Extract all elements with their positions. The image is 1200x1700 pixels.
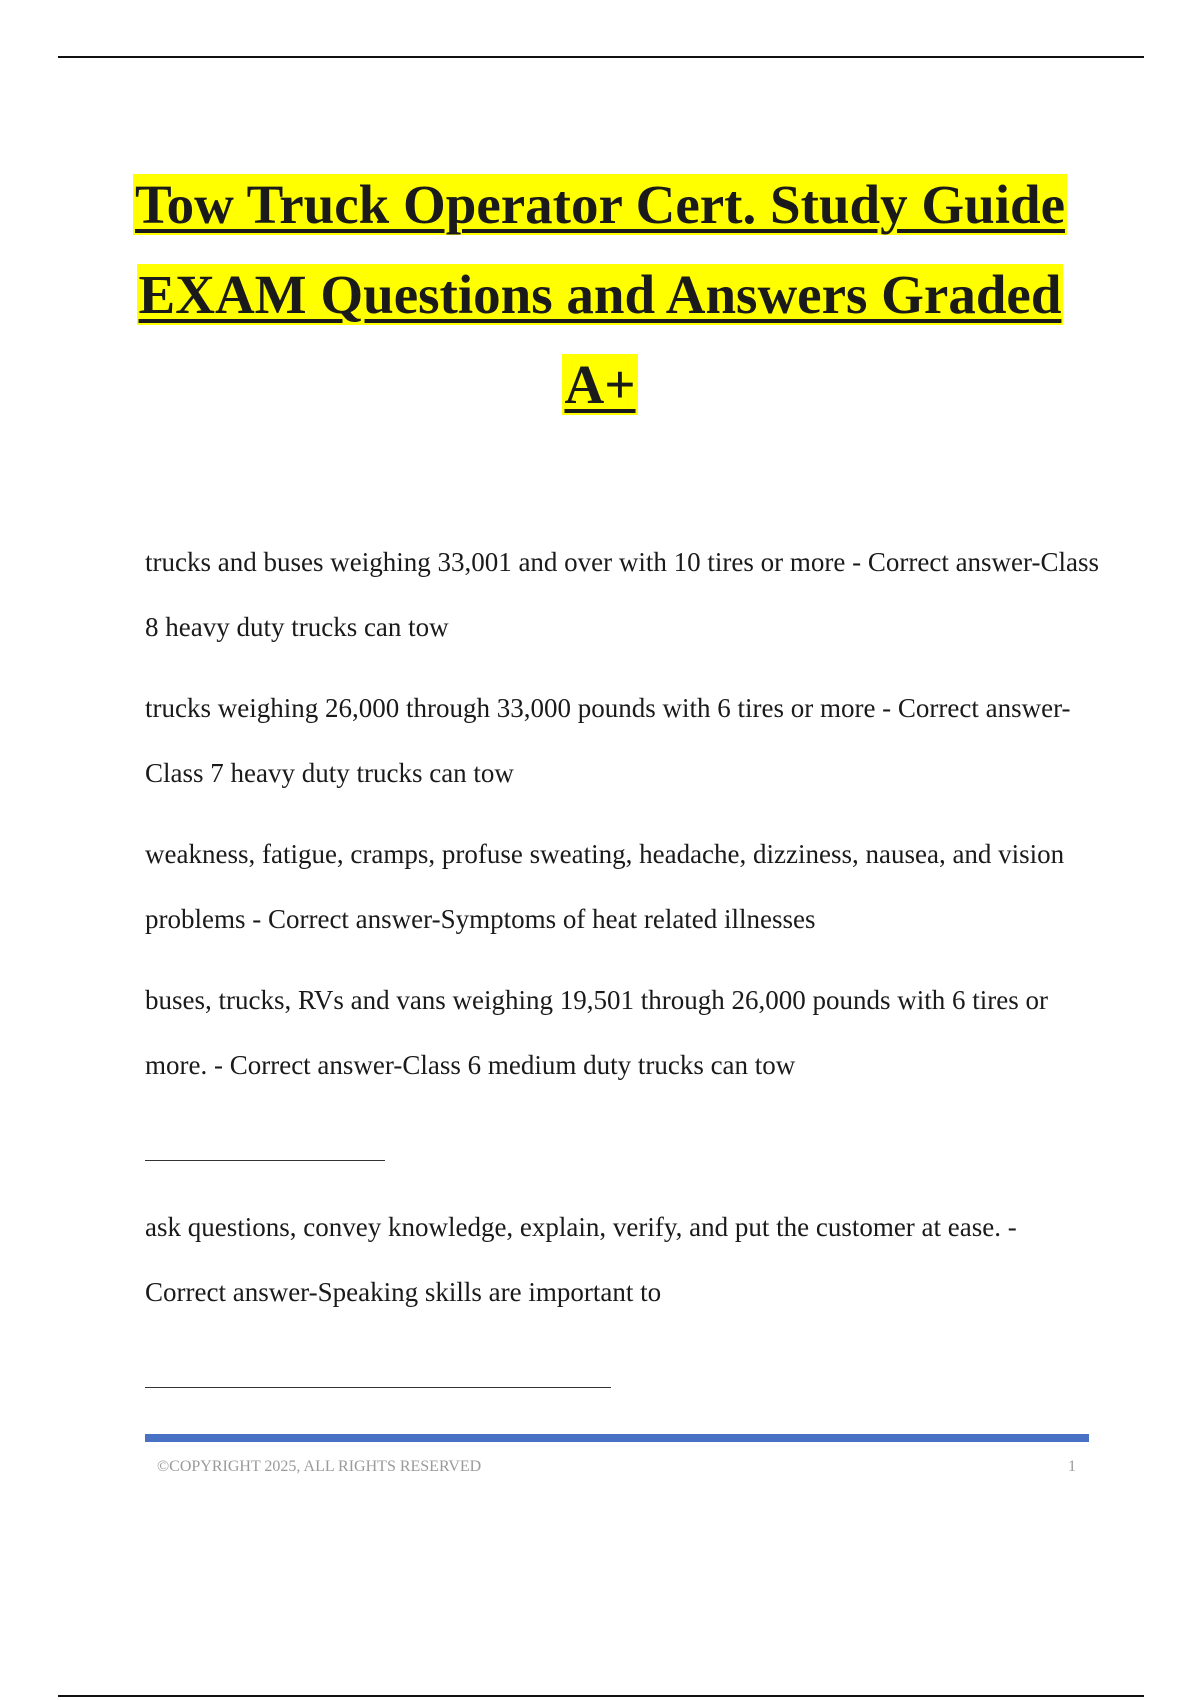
qa-item: buses, trucks, RVs and vans weighing 19,501 through 26,000 pounds with 6 tires or more. - Correct answer-Class 6 medium duty trucks can tow bbox=[145, 985, 1049, 1080]
bottom-rule bbox=[58, 1695, 1144, 1697]
qa-item: trucks weighing 26,000 through 33,000 pounds with 6 tires or more - Correct answer-Class 7 heavy duty trucks can tow bbox=[145, 693, 1071, 788]
answer-blank-rule bbox=[145, 1387, 611, 1388]
qa-list bbox=[145, 530, 1100, 1422]
top-rule bbox=[58, 56, 1144, 58]
page-number: 1 bbox=[1068, 1458, 1076, 1475]
title-line-1: Tow Truck Operator Cert. Study Guide bbox=[135, 174, 1065, 235]
qa-item: ask questions, convey knowledge, explain, verify, and put the customer at ease. - Correct answer-Speaking skills are important to bbox=[145, 1212, 1017, 1307]
footer-copyright: ©COPYRIGHT 2025, ALL RIGHTS RESERVED bbox=[157, 1458, 482, 1475]
answer-blank-rule bbox=[145, 1160, 385, 1161]
document-title bbox=[100, 160, 1100, 430]
qa-item: trucks and buses weighing 33,001 and over with 10 tires or more - Correct answer-Class 8 heavy duty trucks can tow bbox=[145, 547, 1099, 642]
title-line-3: A+ bbox=[564, 354, 636, 415]
answer-blank-line bbox=[145, 1114, 1100, 1179]
answer-blank-line bbox=[145, 1341, 1100, 1406]
footer-accent-bar bbox=[145, 1434, 1089, 1442]
title-line-2: EXAM Questions and Answers Graded bbox=[138, 264, 1062, 325]
qa-item: weakness, fatigue, cramps, profuse sweating, headache, dizziness, nausea, and vision problems - Correct answer-Symptoms of heat related illnesses bbox=[145, 839, 1065, 934]
